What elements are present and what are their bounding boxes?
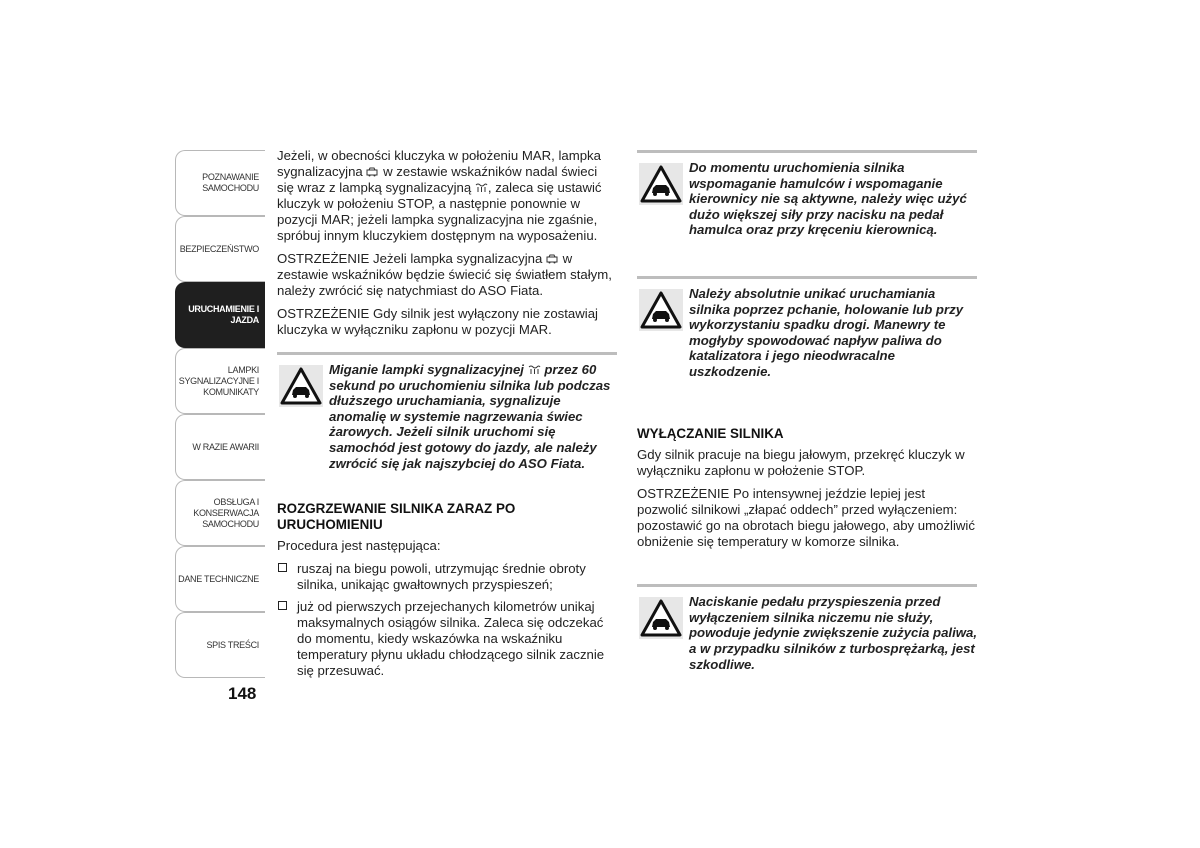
warning-car-triangle-icon — [639, 597, 683, 639]
tab-label: OBSŁUGA I KONSERWACJA SAMOCHODU — [193, 496, 259, 529]
tab-label: DANE TECHNICZNE — [178, 573, 259, 584]
list-item: już od pierwszych przejechanych kilometrów unikaj maksymalnych osiągów silnika. Zaleca się odczekać do momentu, kiedy wskazówka na wskaźniku temperatury płynu układu chłodzącego silnik zacznie się przesuwać. — [277, 599, 617, 679]
warning-box — [637, 150, 977, 238]
checkbox-bullet-icon — [278, 601, 287, 610]
paragraph: OSTRZEŻENIE Gdy silnik jest wyłączony nie zostawiaj kluczyka w wyłączniku zapłonu w pozycji MAR. — [277, 306, 598, 337]
tab-label: W RAZIE AWARII — [192, 441, 259, 452]
warning-box — [637, 584, 977, 672]
tab-obsluga-i-konserwacja[interactable] — [175, 480, 265, 546]
tab-uruchamienie-i-jazda[interactable] — [175, 282, 265, 348]
tab-lampki-sygnalizacyjne[interactable] — [175, 348, 265, 414]
warning-text: Do momentu uruchomienia silnika wspomaganie hamulców i wspomaganie kierownicy nie są aktywne, należy więc użyć dużo większej siły przy nacisku na pedał hamulca oraz przy kręceniu kierownicą. — [689, 160, 967, 238]
paragraph: OSTRZEŻENIE Jeżeli lampka sygnalizacyjna w zestawie wskaźników będzie świecić się światłem stałym, należy zwrócić się natychmiast do ASO Fiata. — [277, 251, 612, 298]
left-column — [277, 148, 617, 685]
tab-w-razie-awarii[interactable] — [175, 414, 265, 480]
list-item: ruszaj na biegu powoli, utrzymując średnie obroty silnika, unikając gwałtownych przyspieszeń; — [277, 561, 617, 593]
section-heading: ROZGRZEWANIE SILNIKA ZARAZ PO URUCHOMIENIU — [277, 501, 516, 532]
bullet-list — [277, 561, 617, 679]
warning-car-triangle-icon — [279, 365, 323, 407]
glow-plug-icon — [475, 183, 488, 193]
checkbox-bullet-icon — [278, 563, 287, 572]
tab-dane-techniczne[interactable] — [175, 546, 265, 612]
warning-box — [637, 276, 977, 380]
right-column — [637, 150, 977, 672]
paragraph: OSTRZEŻENIE Po intensywnej jeździe lepiej jest pozwolić silnikowi „złapać oddech” przed wyłączeniem: pozostawić go na obrotach biegu jałowego, aby umożliwić obniżenie się temperatury w komorze silnika. — [637, 486, 975, 550]
glow-plug-icon — [528, 365, 541, 375]
key-car-icon — [366, 167, 379, 177]
tab-label: BEZPIECZEŃSTWO — [179, 243, 259, 254]
key-car-icon — [546, 254, 559, 264]
tab-poznawanie-samochodu[interactable] — [175, 150, 265, 216]
tab-spis-tresci[interactable] — [175, 612, 265, 678]
warning-text: Miganie lampki sygnalizacyjnej przez 60 sekund po uruchomieniu silnika lub podczas dłuższego uruchamiania, sygnalizuje anomalię w systemie nagrzewania świec żarowych. Jeżeli silnik uruchomi się samochód jest gotowy do jazdy, ale należy zwrócić się jak najszybciej do ASO Fiata. — [329, 362, 611, 471]
paragraph: Gdy silnik pracuje na biegu jałowym, przekręć kluczyk w wyłączniku zapłonu w położenie STOP. — [637, 447, 965, 479]
section-heading: WYŁĄCZANIE SILNIKA — [637, 425, 784, 441]
warning-text: Należy absolutnie unikać uruchamiania silnika poprzez pchanie, holowanie lub przy wykorzystaniu spadku drogi. Manewry te mogłyby spowodować napływ paliwa do katalizatora i jego nieodwracalne uszkodzenie. — [689, 285, 964, 379]
tab-label: URUCHAMIENIE I JAZDA — [188, 304, 259, 325]
page-number: 148 — [228, 684, 257, 703]
paragraph: Procedura jest następująca: — [277, 538, 441, 554]
warning-text: Naciskanie pedału przyspieszenia przed wyłączeniem silnika niczemu nie służy, powoduje jedynie zwiększenie zużycia paliwa, a w przypadku silników z turbosprężarką, jest szkodliwe. — [689, 594, 978, 672]
tab-label: SPIS TREŚCI — [206, 639, 259, 650]
paragraph: Jeżeli, w obecności kluczyka w położeniu MAR, lampka sygnalizacyjna w zestawie wskaźników nadal świeci się wraz z lampką sygnalizacyjną , zaleca się ustawić kluczyk w położeniu STOP, a następnie ponownie w pozycji MAR; jeżeli lampka sygnalizacyjna nie zgaśnie, spróbuj innym kluczykiem dostępnym na wyposażeniu. — [277, 148, 602, 243]
warning-car-triangle-icon — [639, 163, 683, 205]
warning-box — [277, 352, 617, 471]
warning-car-triangle-icon — [639, 289, 683, 331]
tab-label: POZNAWANIE SAMOCHODU — [202, 172, 259, 193]
tab-bezpieczenstwo[interactable] — [175, 216, 265, 282]
tab-label: LAMPKI SYGNALIZACYJNE I KOMUNIKATY — [178, 364, 259, 397]
